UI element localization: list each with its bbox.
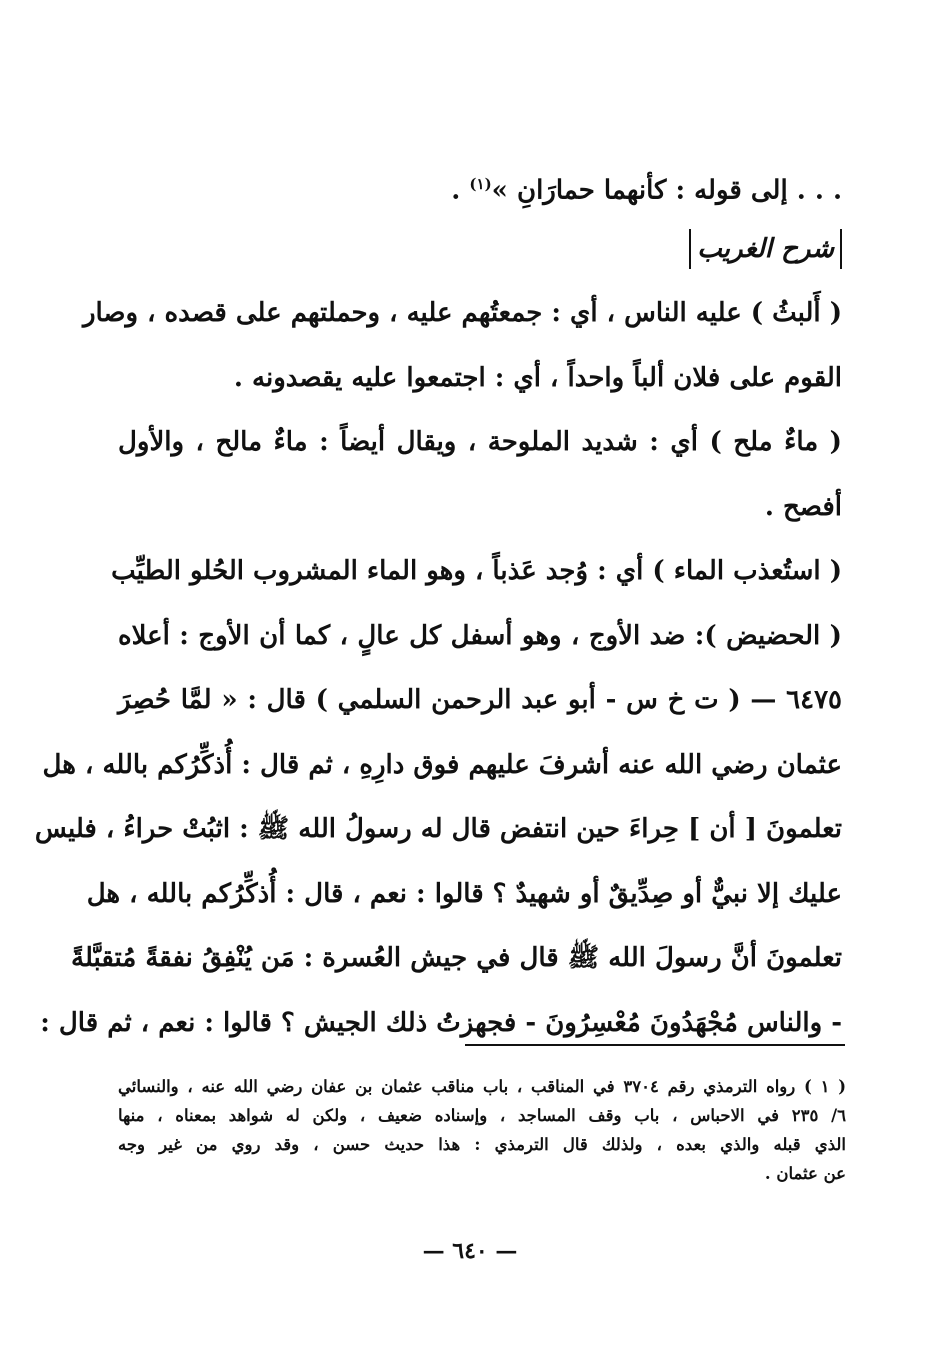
section-heading: شرح الغريب xyxy=(689,229,842,269)
hadith-number-line: ٦٤٧٥ — ( ت خ س - أبو عبد الرحمن السلمي ) قال : « لمَّا حُصِرَ xyxy=(118,685,842,715)
text-line-1 xyxy=(118,152,842,217)
page-number: — ٦٤٠ — xyxy=(422,1238,518,1264)
text-line-10: عثمان رضي الله عنه أشرفَ عليهم فوق دارِهِ ، ثم قال : أُذكِّرُكم بالله ، هل xyxy=(42,749,842,780)
footnote-line-1: ( ١ ) رواه الترمذي رقم ٣٧٠٤ في المناقب ، باب مناقب عثمان بن عفان رضي الله عنه ، والنسائي xyxy=(118,1077,846,1096)
footnote-line-3: الذي قبله والذي بعده ، ولذلك قال الترمذي : هذا حديث حسن ، وقد روي من غير وجه xyxy=(118,1135,846,1154)
text-line-5: ( ماءٌ ملح ) أي : شديد الملوحة ، ويقال أيضاً : ماءٌ مالح ، والأول xyxy=(118,427,842,457)
text-line-14: - والناس مُجْهَدُونَ مُعْسِرُونَ - فجهزتُ ذلك الجيش ؟ قالوا : نعم ، ثم قال : xyxy=(40,1007,842,1038)
text-line-6: أفصح . xyxy=(764,491,842,522)
footnote-line-4: عن عثمان . xyxy=(764,1164,846,1183)
line-1-end: . xyxy=(451,175,470,206)
footnotes xyxy=(118,1072,846,1188)
text-line-3: ( أَلبثُ ) عليه الناس ، أي : جمعتُهم عليه ، وحملتهم على قصده ، وصار xyxy=(82,298,842,328)
footnote-line-2: ٦/ ٢٣٥ في الاحباس ، باب وقف المساجد ، وإسناده ضعيف ، ولكن له شواهد بمعناه ، منها xyxy=(118,1106,846,1125)
text-line-8: ( الحضيض ): ضد الأوج ، وهو أسفل كل عالٍ ، كما أن الأوج : أعلاه xyxy=(118,620,842,651)
line-1-text: . . . إلى قوله : كأنهما حمارَانِ » xyxy=(491,175,842,206)
text-line-13: تعلمونَ أنَّ رسولَ الله ﷺ قال في جيش العُسرة : مَن يُنْفِقُ نفقةً مُتقبَّلةً xyxy=(71,943,842,973)
text-line-11: تعلمونَ [ أن ] حِراءَ حين انتفض قال له رسولُ الله ﷺ : اثبُتْ حراءُ ، فليس xyxy=(34,814,842,844)
text-line-12: عليك إلا نبيٌّ أو صِدِّيقٌ أو شهيدٌ ؟ قالوا : نعم ، قال : أُذكِّرُكم بالله ، هل xyxy=(86,878,842,909)
section-heading-line xyxy=(118,217,842,282)
main-text xyxy=(34,152,842,1055)
footnote-divider xyxy=(465,1044,845,1046)
footnote-ref: (١) xyxy=(469,175,492,193)
text-line-4: القوم على فلان ألباً واحداً ، أي : اجتمعوا عليه يقصدونه . xyxy=(233,362,842,393)
text-line-7: ( استُعذب الماء ) أي : وُجد عَذباً ، وهو الماء المشروب الحُلو الطيِّب xyxy=(111,556,842,586)
